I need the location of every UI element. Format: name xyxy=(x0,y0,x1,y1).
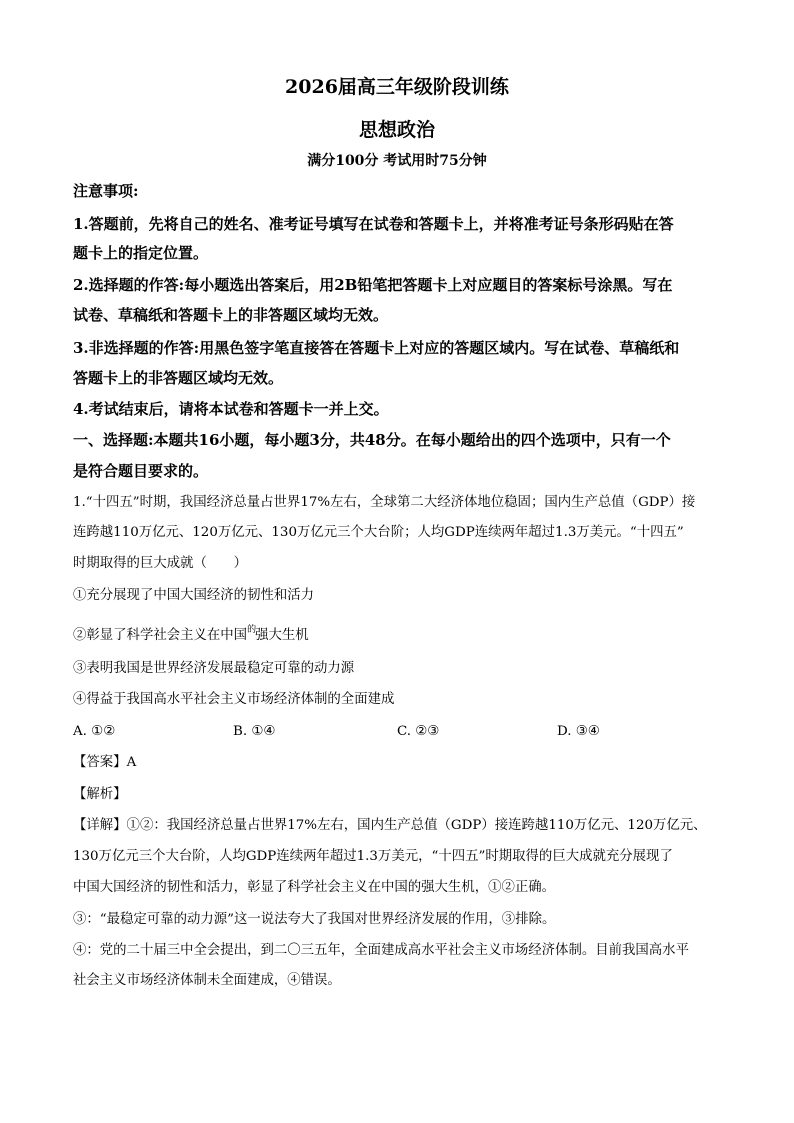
detail-line: 中国大国经济的韧性和活力，彰显了科学社会主义在中国的强大生机，①②正确。 xyxy=(73,880,556,895)
item2-text-a: ②彰显了科学社会主义在中国 xyxy=(73,628,248,643)
option-a: A. ①② xyxy=(73,724,116,739)
detail-line: 130万亿元三个大台阶，人均GDP连续两年超过1.3万美元，“十四五”时期取得的巨大成就充分展现了 xyxy=(73,849,673,864)
detail-line: ③：“最稳定可靠的动力源”这一说法夸大了我国对世界经济发展的作用，③排除。 xyxy=(73,912,556,927)
notice-line: 3.非选择题的作答:用黑色签字笔直接答在答题卡上对应的答题区域内。写在试卷、草稿纸和 xyxy=(73,339,680,357)
notice-line: 4.考试结束后，请将本试卷和答题卡一并上交。 xyxy=(73,400,389,418)
notice-line: 1.答题前，先将自己的姓名、准考证号填写在试卷和答题卡上，并将准考证号条形码贴在答 xyxy=(73,215,674,233)
answer-line xyxy=(73,753,136,773)
question-stem-line: 1.“十四五”时期，我国经济总量占世界17%左右，全球第二大经济体地位稳固；国内生产总值（GDP）接 xyxy=(73,495,696,510)
question-stem-line: 连跨越110万亿元、120万亿元、130万亿元三个大台阶；人均GDP连续两年超过1.3万美元。“十四五” xyxy=(73,525,684,540)
option-c: C. ②③ xyxy=(397,724,440,739)
exam-info: 满分100分 考试用时75分钟 xyxy=(307,153,487,169)
section-heading-cont: 是符合题目要求的。 xyxy=(73,462,209,480)
notice-line: 答题卡上的非答题区域均无效。 xyxy=(73,369,284,387)
question-item-1: ①充分展现了中国大国经济的韧性和活力 xyxy=(73,588,315,603)
question-item-2 xyxy=(73,626,309,647)
question-item-4: ④得益于我国高水平社会主义市场经济体制的全面建成 xyxy=(73,692,395,707)
item2-text-b: 强大生机 xyxy=(255,628,309,643)
notice-line: 题卡上的指定位置。 xyxy=(73,244,209,262)
question-stem-line: 时期取得的巨大成就（ ） xyxy=(73,556,248,571)
notice-line: 2.选择题的作答:每小题选出答案后，用2B铅笔把答题卡上对应题目的答案标号涂黑。写在 xyxy=(73,276,673,294)
notice-line: 试卷、草稿纸和答题卡上的非答题区域均无效。 xyxy=(73,306,389,324)
analysis-label: 【解析】 xyxy=(73,787,127,802)
subject-title: 思想政治 xyxy=(358,119,435,141)
answer-label: 【答案】 xyxy=(73,755,127,770)
detail-line: 社会主义市场经济体制未全面建成，④错误。 xyxy=(73,973,341,988)
option-b: B. ①④ xyxy=(233,724,276,739)
notice-heading: 注意事项: xyxy=(73,182,139,200)
section-heading: 一、选择题:本题共16小题，每小题3分，共48分。在每小题给出的四个选项中，只有一个 xyxy=(73,431,671,449)
option-d: D. ③④ xyxy=(557,724,600,739)
item2-sup-char: 的 xyxy=(247,625,257,635)
question-item-3: ③表明我国是世界经济发展最稳定可靠的动力源 xyxy=(73,661,355,676)
detail-line: 【详解】①②：我国经济总量占世界17%左右，国内生产总值（GDP）接连跨越110万亿元、120万亿元、 xyxy=(73,818,707,833)
exam-title: 2026届高三年级阶段训练 xyxy=(285,76,509,98)
answer-value: A xyxy=(126,755,137,770)
detail-line: ④：党的二十届三中全会提出，到二〇三五年，全面建成高水平社会主义市场经济体制。目前我国高水平 xyxy=(73,943,689,958)
